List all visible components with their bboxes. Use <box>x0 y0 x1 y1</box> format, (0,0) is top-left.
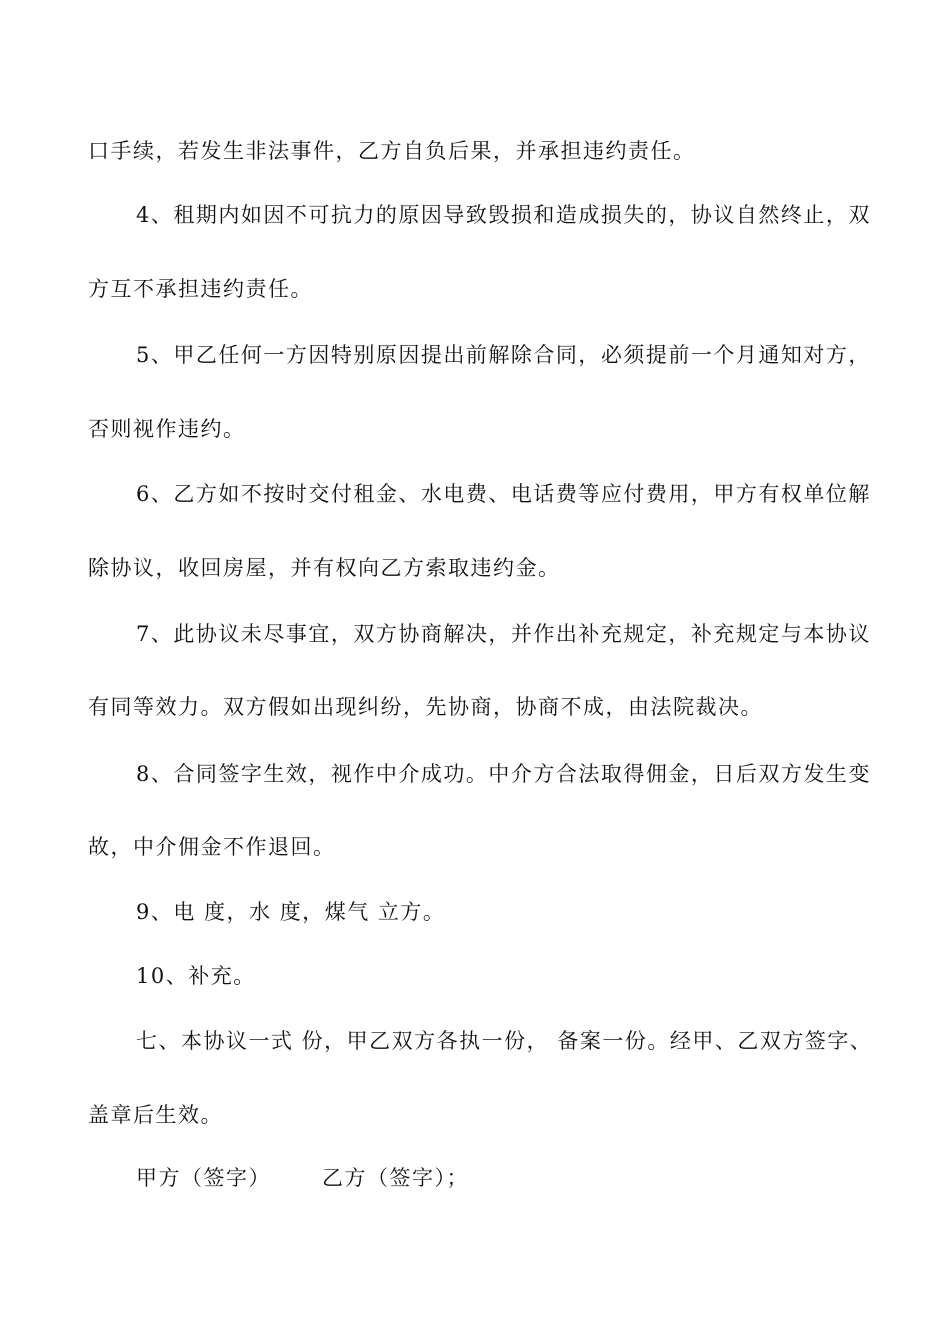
clause-9-line: 9、电 度，水 度，煤气 立方。 <box>136 900 446 924</box>
clause-7-line-1: 7、此协议未尽事宜，双方协商解决，并作出补充规定，补充规定与本协议 <box>136 622 871 646</box>
clause-5-line-1: 5、甲乙任何一方因特别原因提出前解除合同，必须提前一个月通知对方， <box>136 343 871 367</box>
clause-10-line: 10、补充。 <box>136 964 256 988</box>
party-b-signature-label: 乙方（签字）； <box>322 1166 469 1190</box>
party-a-signature-label: 甲方（签字） <box>136 1166 271 1190</box>
clause-8-line-2: 故，中介佣金不作退回。 <box>88 835 336 859</box>
section-7-line-2: 盖章后生效。 <box>88 1103 223 1127</box>
clause-4-line-1: 4、租期内如因不可抗力的原因导致毁损和造成损失的，协议自然终止，双 <box>136 203 871 227</box>
clause-5-line-2: 否则视作违约。 <box>88 417 246 441</box>
clause-4-line-2: 方互不承担违约责任。 <box>88 277 313 301</box>
clause-7-line-2: 有同等效力。双方假如出现纠纷，先协商，协商不成，由法院裁决。 <box>88 695 763 719</box>
clause-6-line-1: 6、乙方如不按时交付租金、水电费、电话费等应付费用，甲方有权单位解 <box>136 482 871 506</box>
clause-8-line-1: 8、合同签字生效，视作中介成功。中介方合法取得佣金，日后双方发生变 <box>136 762 871 786</box>
section-7-line-1: 七、本协议一式 份，甲乙双方各执一份， 备案一份。经甲、乙双方签字、 <box>136 1029 873 1053</box>
text-line: 口手续，若发生非法事件，乙方自负后果，并承担违约责任。 <box>88 139 696 163</box>
clause-6-line-2: 除协议，收回房屋，并有权向乙方索取违约金。 <box>88 556 561 580</box>
